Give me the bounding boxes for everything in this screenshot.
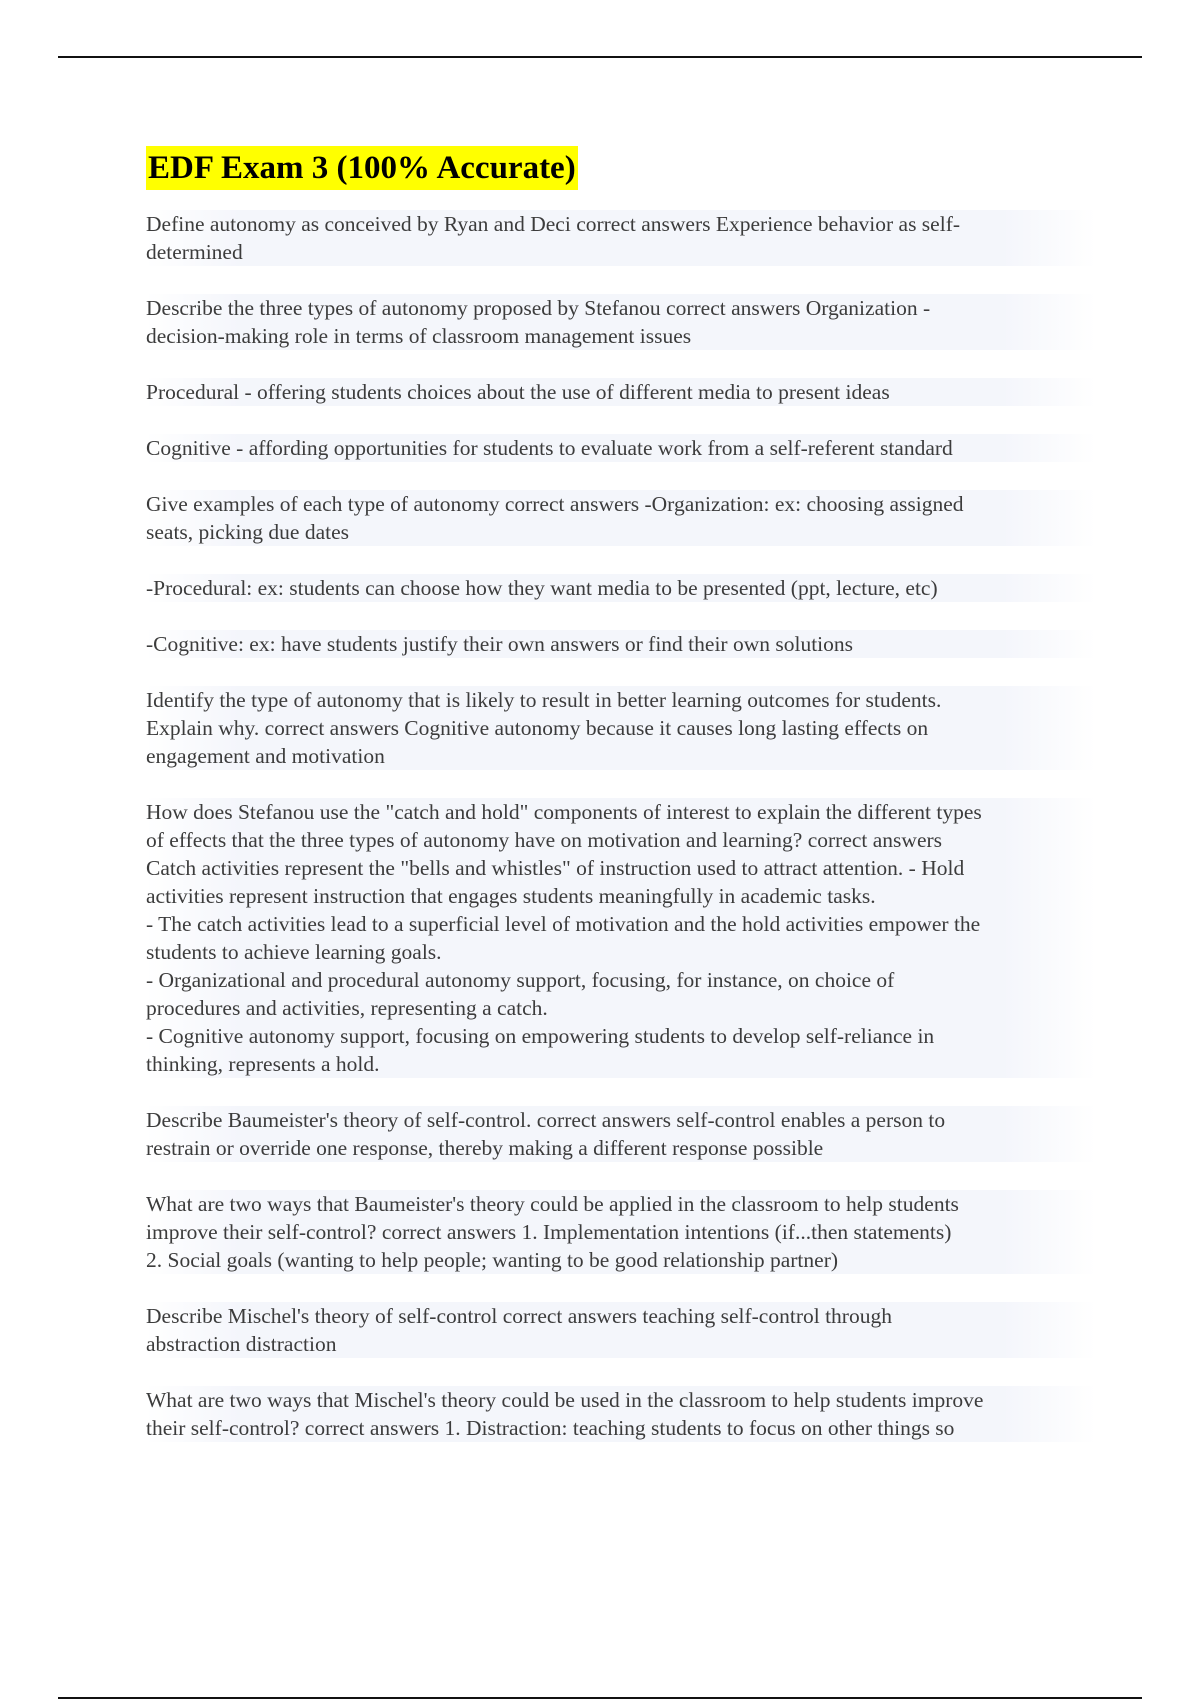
paragraph-line: -Cognitive: ex: have students justify their own answers or find their own solutions	[146, 632, 854, 656]
qa-paragraph	[146, 378, 1096, 406]
qa-paragraph	[146, 294, 1096, 350]
paragraph-line: seats, picking due dates	[146, 520, 350, 544]
paragraph-line: Catch activities represent the "bells and whistles" of instruction used to attract attention. - Hold	[146, 856, 965, 880]
paragraph-line: of effects that the three types of autonomy have on motivation and learning? correct answers	[146, 828, 943, 852]
paragraph-line: How does Stefanou use the "catch and hold" components of interest to explain the different types	[146, 800, 982, 824]
paragraph-line: their self-control? correct answers 1. Distraction: teaching students to focus on other things so	[146, 1416, 955, 1440]
document-title: EDF Exam 3 (100% Accurate)	[146, 146, 578, 190]
paragraph-line: Describe the three types of autonomy proposed by Stefanou correct answers Organization -	[146, 296, 931, 320]
paragraph-line: - Cognitive autonomy support, focusing on empowering students to develop self-reliance in	[146, 1024, 935, 1048]
paragraph-line: - Organizational and procedural autonomy support, focusing, for instance, on choice of	[146, 968, 895, 992]
paragraph-list	[146, 210, 1096, 1442]
paragraph-line: Procedural - offering students choices about the use of different media to present ideas	[146, 380, 890, 404]
qa-paragraph	[146, 798, 1096, 1078]
qa-paragraph	[146, 574, 1096, 602]
qa-paragraph	[146, 1106, 1096, 1162]
qa-paragraph	[146, 434, 1096, 462]
qa-paragraph	[146, 1190, 1096, 1274]
paragraph-line: abstraction distraction	[146, 1332, 337, 1356]
paragraph-line: Explain why. correct answers Cognitive autonomy because it causes long lasting effects on	[146, 716, 929, 740]
paragraph-line: What are two ways that Mischel's theory could be used in the classroom to help students improve	[146, 1388, 984, 1412]
paragraph-line: Identify the type of autonomy that is likely to result in better learning outcomes for students.	[146, 688, 942, 712]
paragraph-line: Give examples of each type of autonomy correct answers -Organization: ex: choosing assigned	[146, 492, 964, 516]
paragraph-line: students to achieve learning goals.	[146, 940, 442, 964]
document-body	[146, 146, 1096, 1470]
paragraph-line: engagement and motivation	[146, 744, 385, 768]
paragraph-line: What are two ways that Baumeister's theory could be applied in the classroom to help students	[146, 1192, 959, 1216]
qa-paragraph	[146, 1302, 1096, 1358]
qa-paragraph	[146, 686, 1096, 770]
paragraph-line: decision-making role in terms of classroom management issues	[146, 324, 692, 348]
paragraph-line: Define autonomy as conceived by Ryan and Deci correct answers Experience behavior as self-	[146, 212, 961, 236]
paragraph-line: activities represent instruction that engages students meaningfully in academic tasks.	[146, 884, 876, 908]
paragraph-line: thinking, represents a hold.	[146, 1052, 380, 1076]
paragraph-line: Describe Baumeister's theory of self-control. correct answers self-control enables a person to	[146, 1108, 946, 1132]
paragraph-line: -Procedural: ex: students can choose how they want media to be presented (ppt, lecture, etc)	[146, 576, 938, 600]
qa-paragraph	[146, 210, 1096, 266]
paragraph-line: Cognitive - affording opportunities for students to evaluate work from a self-referent standard	[146, 436, 953, 460]
qa-paragraph	[146, 1386, 1096, 1442]
paragraph-line: improve their self-control? correct answers 1. Implementation intentions (if...then statements)	[146, 1220, 952, 1244]
qa-paragraph	[146, 630, 1096, 658]
paragraph-line: procedures and activities, representing a catch.	[146, 996, 548, 1020]
paragraph-line: - The catch activities lead to a superficial level of motivation and the hold activities empower the	[146, 912, 981, 936]
top-rule	[58, 56, 1142, 58]
paragraph-line: determined	[146, 240, 243, 264]
paragraph-line: Describe Mischel's theory of self-control correct answers teaching self-control through	[146, 1304, 892, 1328]
paragraph-line: 2. Social goals (wanting to help people; wanting to be good relationship partner)	[146, 1248, 839, 1272]
qa-paragraph	[146, 490, 1096, 546]
paragraph-line: restrain or override one response, thereby making a different response possible	[146, 1136, 824, 1160]
bottom-rule	[58, 1697, 1142, 1699]
